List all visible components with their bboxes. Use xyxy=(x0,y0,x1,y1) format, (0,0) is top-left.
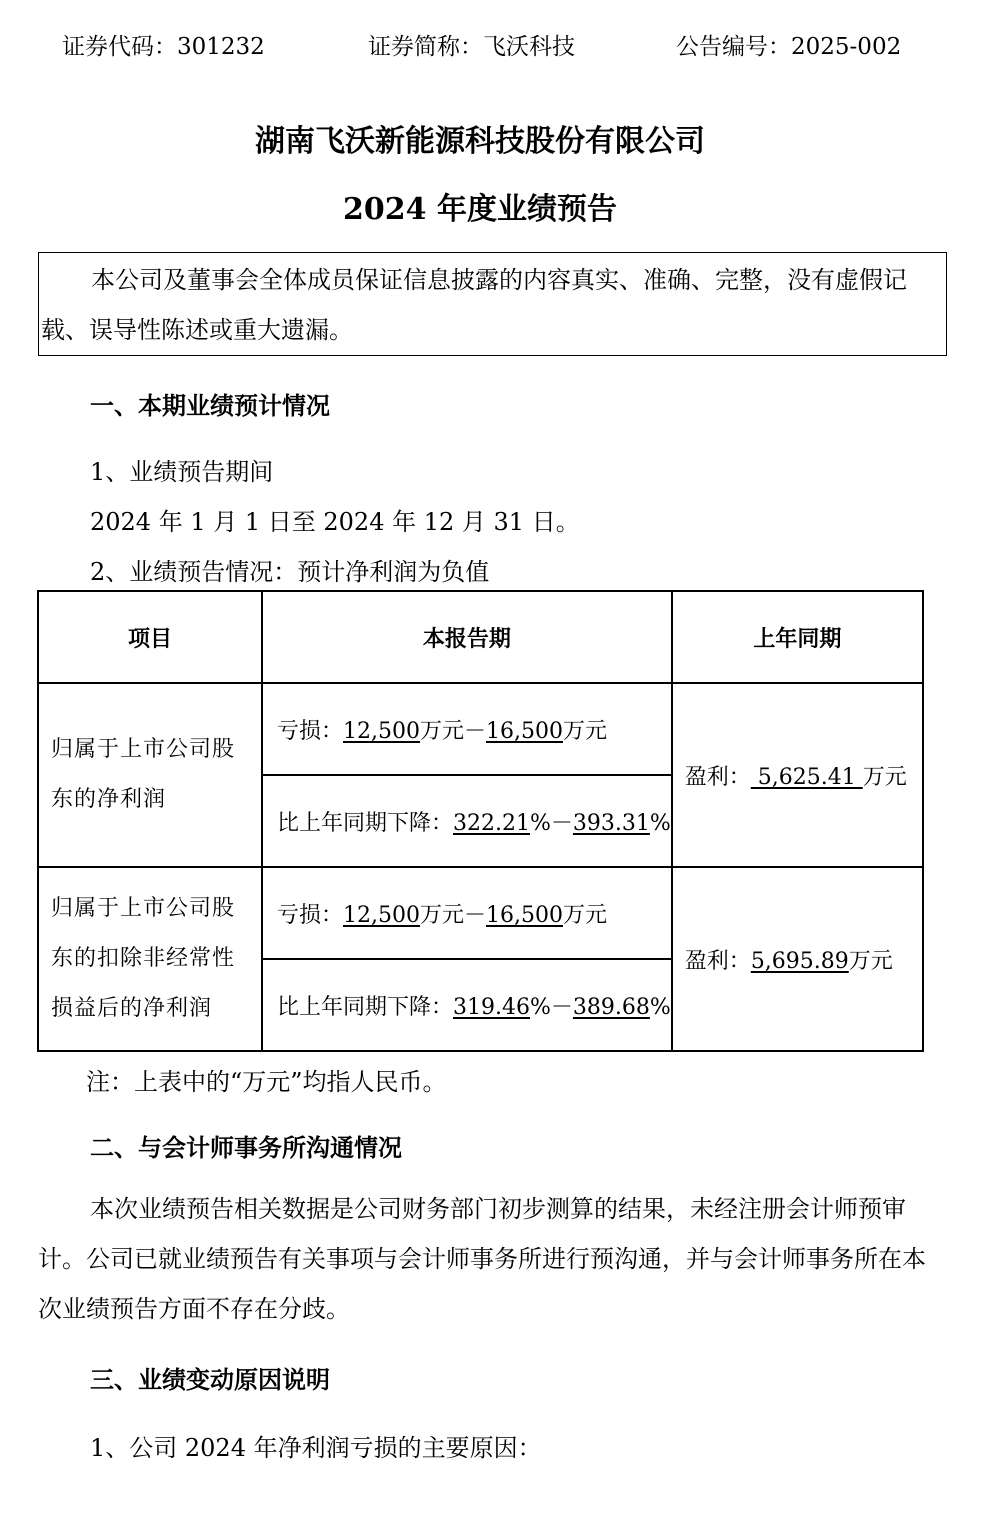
decline-range: 比上年同期下降：319.46%－389.68% xyxy=(262,959,672,1051)
company-name: 湖南飞沃新能源科技股份有限公司 xyxy=(255,124,705,159)
header-prior-period: 上年同期 xyxy=(672,591,923,683)
forecast-table xyxy=(37,590,924,1052)
header-item: 项目 xyxy=(38,591,262,683)
board-guarantee-notice xyxy=(38,252,947,356)
prior-period-profit: 盈利： 5,625.41 万元 xyxy=(672,683,923,867)
notice-text: 本公司及董事会全体成员保证信息披露的内容真实、准确、完整，没有虚假记载、误导性陈述或重大遗漏。 xyxy=(41,266,907,344)
stock-code: 证券代码：301232 xyxy=(62,34,265,60)
loss-reason-label: 1、公司 2024 年净利润亏损的主要原因： xyxy=(90,1434,542,1462)
row-item-deducted-net-profit: 归属于上市公司股东的扣除非经常性损益后的净利润 xyxy=(38,867,262,1051)
document-title: 2024 年度业绩预告 xyxy=(343,192,617,227)
loss-range: 亏损：12,500万元－16,500万元 xyxy=(262,867,672,959)
decline-range: 比上年同期下降：322.21%－393.31% xyxy=(262,775,672,867)
header-current-period: 本报告期 xyxy=(262,591,672,683)
stock-abbreviation: 证券简称：飞沃科技 xyxy=(368,34,575,60)
table-row xyxy=(38,683,923,775)
forecast-situation-label: 2、业绩预告情况：预计净利润为负值 xyxy=(90,558,490,586)
section-2-heading: 二、与会计师事务所沟通情况 xyxy=(90,1133,402,1162)
loss-range: 亏损：12,500万元－16,500万元 xyxy=(262,683,672,775)
auditor-communication-text: 本次业绩预告相关数据是公司财务部门初步测算的结果，未经注册会计师预审计。公司已就业绩预告有关事项与会计师事务所进行预沟通，并与会计师事务所在本次业绩预告方面不存在分歧。 xyxy=(38,1195,926,1323)
forecast-period-label: 1、业绩预告期间 xyxy=(90,458,274,486)
table-note: 注：上表中的“万元”均指人民币。 xyxy=(86,1068,447,1096)
auditor-communication-paragraph xyxy=(38,1184,928,1334)
row-item-net-profit: 归属于上市公司股东的净利润 xyxy=(38,683,262,867)
announcement-number: 公告编号：2025-002 xyxy=(676,34,902,60)
section-3-heading: 三、业绩变动原因说明 xyxy=(90,1365,330,1394)
table-header-row xyxy=(38,591,923,683)
section-1-heading: 一、本期业绩预计情况 xyxy=(90,391,330,420)
prior-period-profit: 盈利：5,695.89万元 xyxy=(672,867,923,1051)
table-row xyxy=(38,867,923,959)
forecast-period: 2024 年 1 月 1 日至 2024 年 12 月 31 日。 xyxy=(90,508,580,536)
